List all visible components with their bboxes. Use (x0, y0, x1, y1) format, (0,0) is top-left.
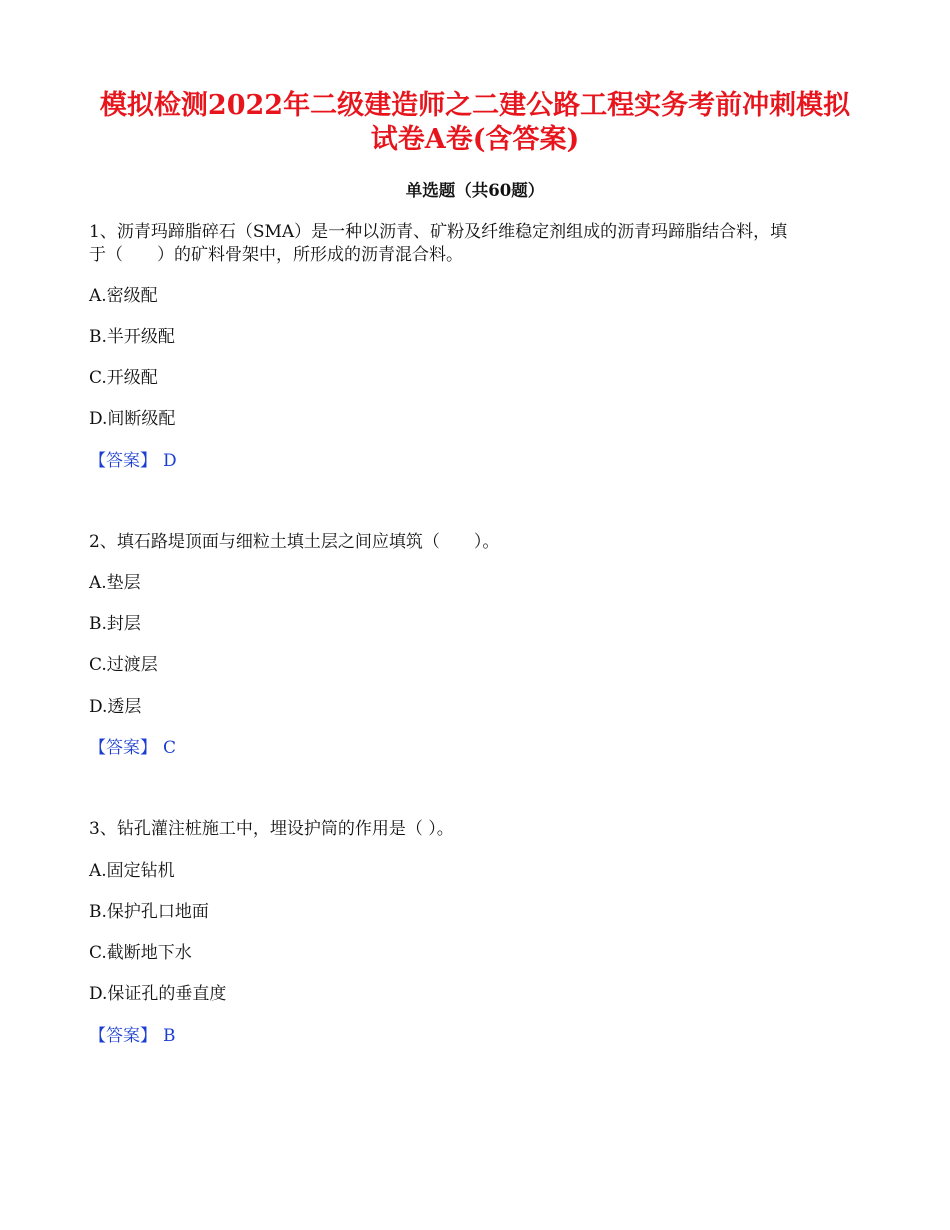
question-2-option-b: B.封层 (89, 614, 141, 634)
question-2-stem: 2、填石路堤顶面与细粒土填土层之间应填筑（ ）。 (89, 532, 500, 552)
question-3-option-a: A.固定钻机 (89, 861, 175, 881)
question-2-option-c: C.过渡层 (89, 655, 158, 675)
answer-value: D (163, 451, 177, 471)
question-2-option-a: A.垫层 (89, 573, 141, 593)
question-3-option-d: D.保证孔的垂直度 (89, 984, 227, 1004)
answer-value: C (163, 738, 177, 758)
question-1-stem-line-1: 1、沥青玛蹄脂碎石（SMA）是一种以沥青、矿粉及纤维稳定剂组成的沥青玛蹄脂结合料，填 (89, 222, 788, 242)
answer-label: 【答案】 (89, 1026, 157, 1046)
section-heading: 单选题（共60题） (405, 181, 545, 200)
question-3-stem: 3、钻孔灌注桩施工中，埋设护筒的作用是（ ）。 (89, 819, 454, 839)
question-1-option-c: C.开级配 (89, 368, 158, 388)
question-2-option-d: D.透层 (89, 697, 142, 717)
question-1-option-a: A.密级配 (89, 286, 158, 306)
question-3-answer (89, 1025, 869, 1048)
question-1-stem-line-2: 于（ ）的矿料骨架中，所形成的沥青混合料。 (89, 245, 463, 265)
question-3-option-b: B.保护孔口地面 (89, 902, 209, 922)
document-title-line-2: 试卷A卷(含答案) (370, 124, 580, 155)
answer-value: B (163, 1026, 176, 1046)
question-2-answer (89, 737, 869, 760)
question-1-option-d: D.间断级配 (89, 409, 176, 429)
question-3-option-c: C.截断地下水 (89, 943, 192, 963)
question-1-option-b: B.半开级配 (89, 327, 175, 347)
question-1-answer (89, 450, 869, 473)
answer-label: 【答案】 (89, 451, 157, 471)
answer-label: 【答案】 (89, 738, 157, 758)
document-title-line-1: 模拟检测2022年二级建造师之二建公路工程实务考前冲刺模拟 (99, 90, 851, 121)
